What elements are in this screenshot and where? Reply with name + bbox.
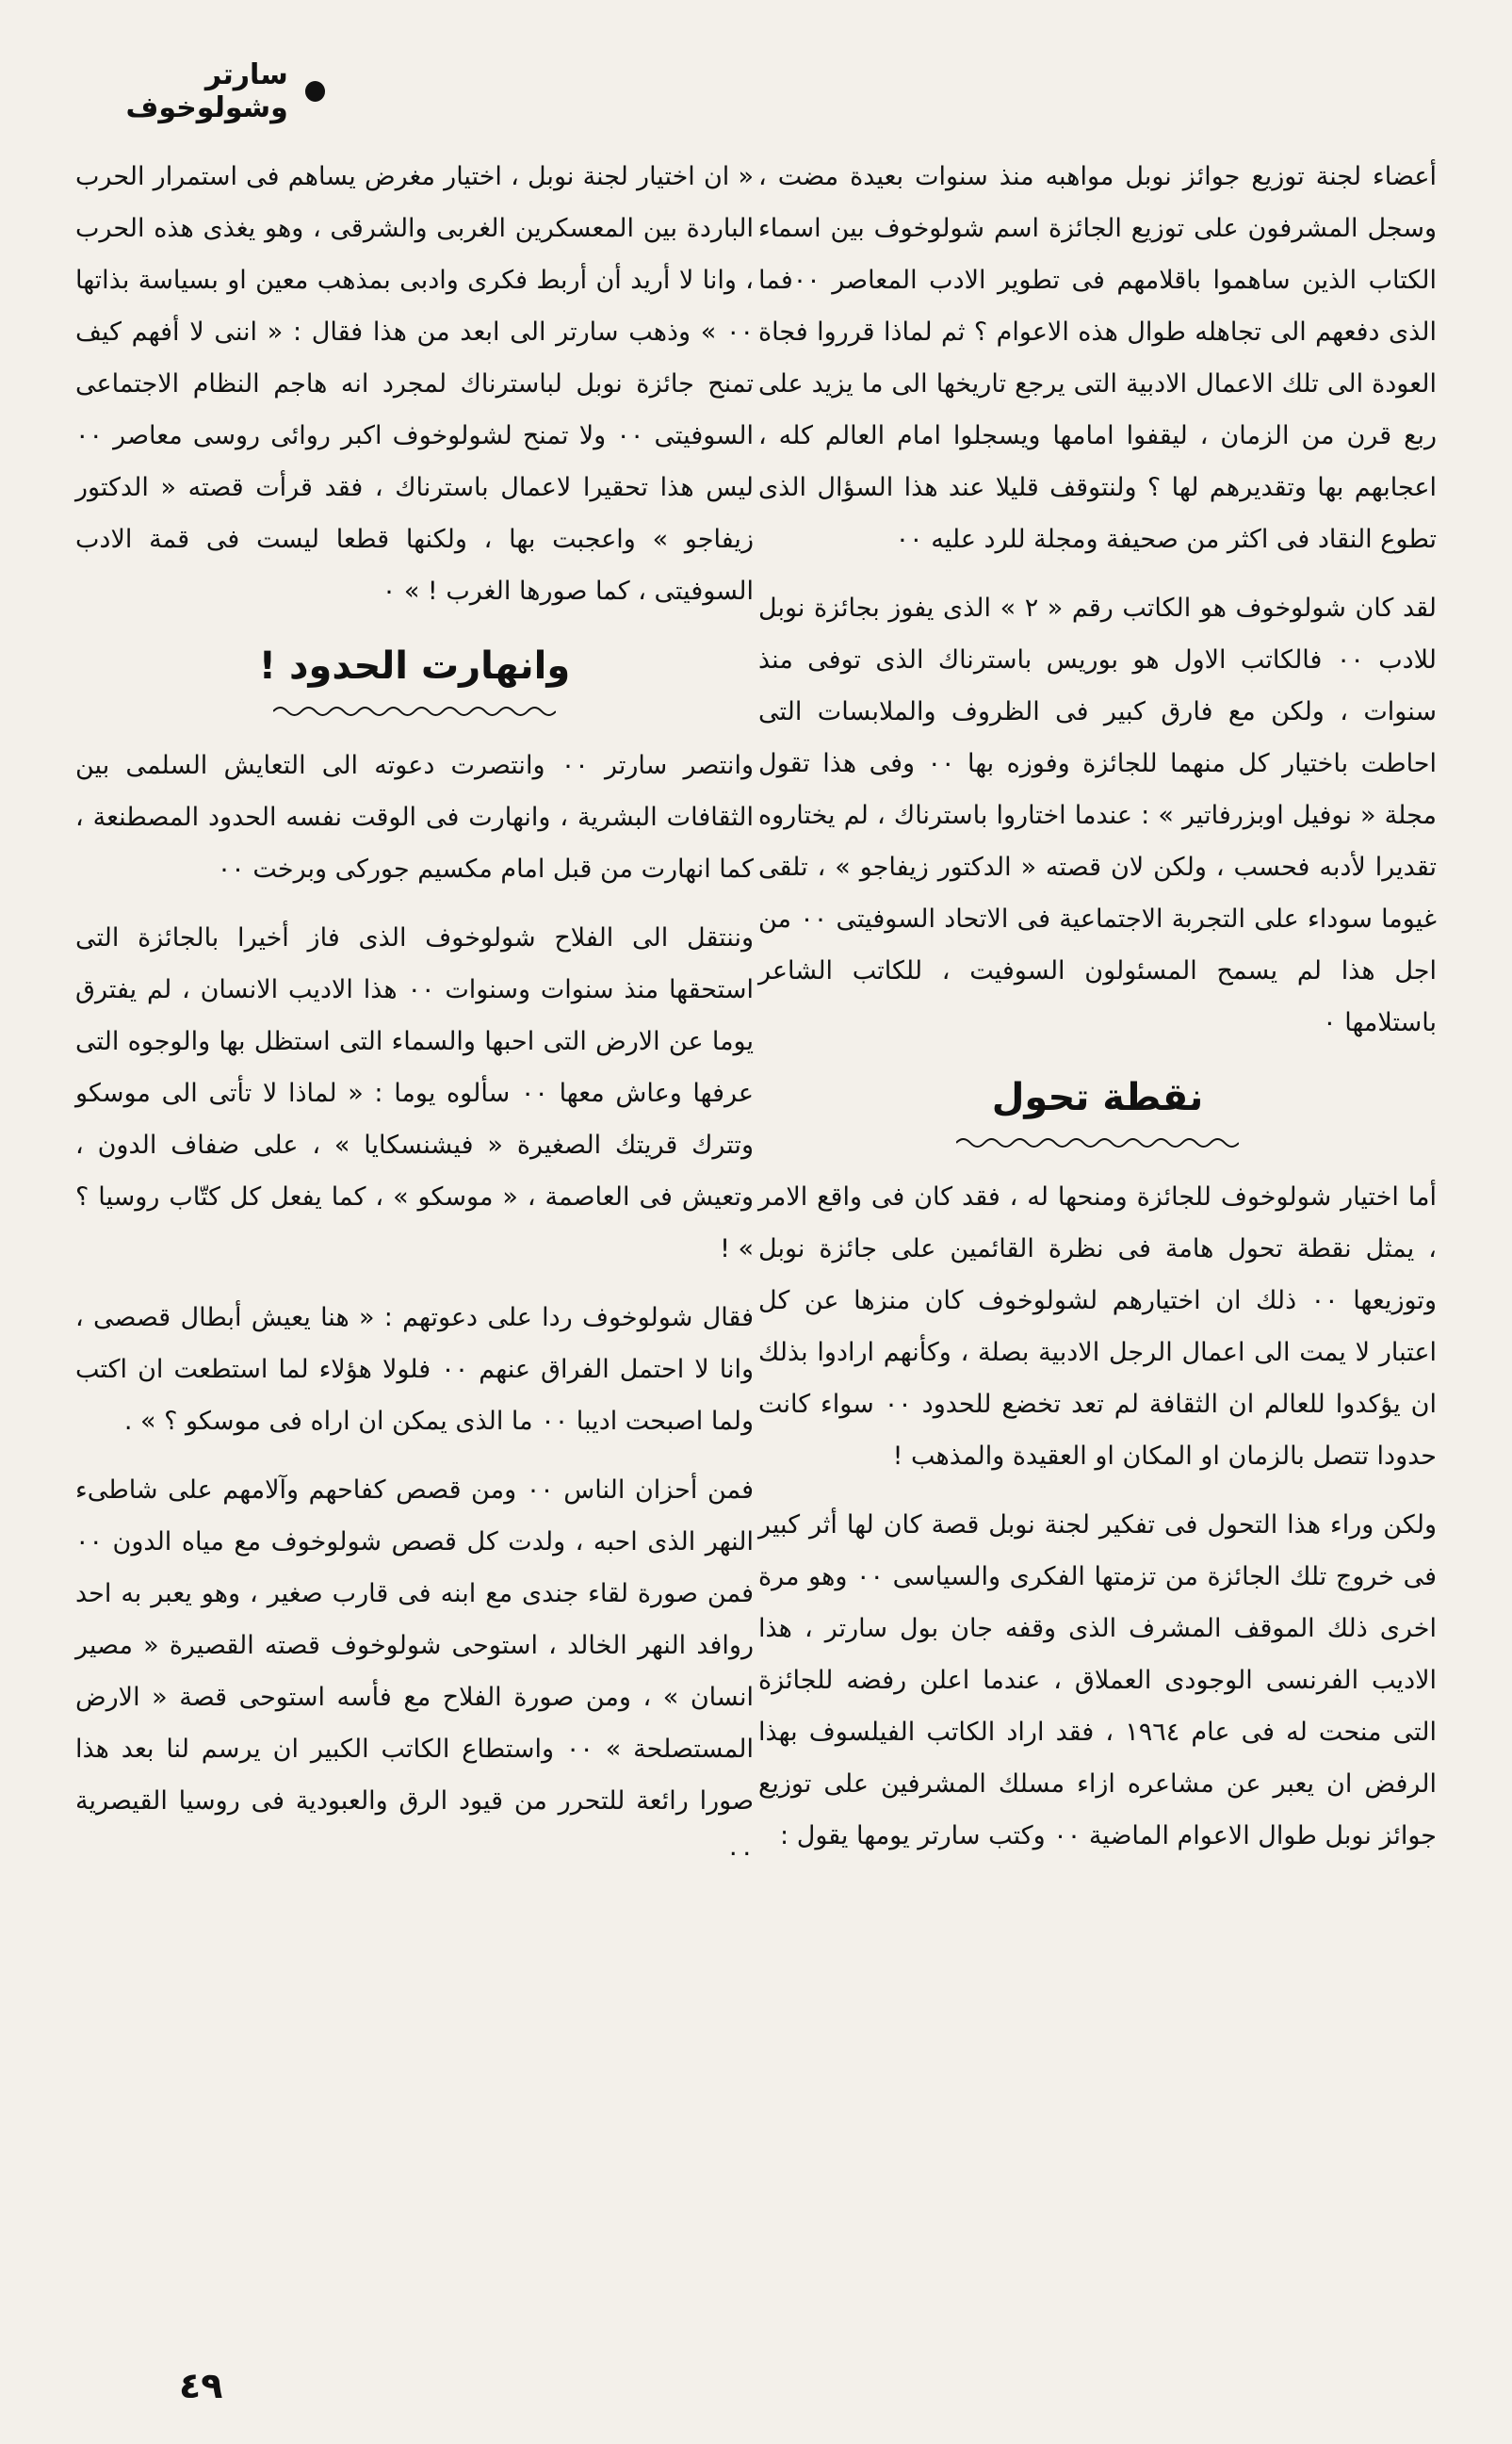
running-header <box>42 58 325 124</box>
paragraph: أما اختيار شولوخوف للجائزة ومنحها له ، فقد كان فى واقع الامر ، يمثل نقطة تحول هامة فى نظرة القائمين على جائزة نوبل وتوزيعها ٠٠ ذلك ان اختيارهم لشولوخوف كان منزها عن كل اعتبار لا يمت الى اعمال الرجل الادبية بصلة ، وكأنهم ارادوا بذلك ان يؤكدوا للعالم ان الثقافة لم تعد تخضع للحدود ٠٠ سواء كانت حدودا تتصل بالزمان او المكان او العقيدة والمذهب ! <box>758 1182 1437 1471</box>
page-number: ٤٩ <box>179 2365 223 2406</box>
subheading-turning-point: نقطة تحول <box>991 1076 1204 1119</box>
paragraph: فقال شولوخوف ردا على دعوتهم : « هنا يعيش أبطال قصصى ، وانا لا احتمل الفراق عنهم ٠٠ فلولا هؤلاء لما استطعت ان اكتب ولما اصبحت اديبا ٠٠ ما الذى يمكن ان اراه فى موسكو ؟ » . <box>75 1303 754 1436</box>
paragraph: وننتقل الى الفلاح شولوخوف الذى فاز أخيرا بالجائزة التى استحقها منذ سنوات وسنوات ٠٠ هذا الاديب الانسان ، لم يفترق يوما عن الارض التى احبها والسماء التى استظل بها والوجوه التى عرفها وعاش معها ٠٠ سألوه يوما : « لماذا لا تأتى الى موسكو وتترك قريتك الصغيرة « فيشنسكايا » ، على ضفاف الدون ، وتعيش فى العاصمة ، « موسكو » ، كما يفعل كل كتّاب روسيا ؟ » ! <box>75 923 754 1263</box>
bullet-icon <box>305 81 325 102</box>
paragraph: « ان اختيار لجنة نوبل ، اختيار مغرض يساهم فى استمرار الحرب الباردة بين المعسكرين الغربى والشرقى ، وهو يغذى هذه الحرب ، وانا لا أريد أن أربط فكرى وادبى بمذهب معين او بسياسة بذاتها ٠٠ » وذهب سارتر الى ابعد من هذا فقال : « اننى لا أفهم كيف تمنح جائزة نوبل لباسترناك لمجرد انه هاجم النظام الاجتماعى السوفيتى ٠٠ ولا تمنح لشولوخوف اكبر روائى روسى معاصر ٠٠ ليس هذا تحقيرا لاعمال باسترناك ، فقد قرأت قصته « الدكتور زيفاجو » واعجبت بها ، ولكنها قطعا ليست فى قمة الادب السوفيتى ، كما صورها الغرب ! » ٠ <box>75 162 754 606</box>
paragraph: لقد كان شولوخوف هو الكاتب رقم « ٢ » الذى يفوز بجائزة نوبل للادب ٠٠ فالكاتب الاول هو بوريس باسترناك الذى توفى منذ سنوات ، ولكن مع فارق كبير فى الظروف والملابسات التى احاطت باختيار كل منهما للجائزة وفوزه بها ٠٠ وفى هذا تقول مجلة « نوفيل اوبزرفاتير » : عندما اختاروا باسترناك ، لم يختاروه تقديرا لأدبه فحسب ، ولكن لان قصته « الدكتور زيفاجو » ، تلقى غيوما سوداء على التجربة الاجتماعية فى الاتحاد السوفيتى ٠٠ من اجل هذا لم يسمح المسئولون السوفيت ، للكاتب الشاعر باستلامها ٠ <box>758 594 1437 1037</box>
left-column <box>75 151 754 1896</box>
paragraph: فمن أحزان الناس ٠٠ ومن قصص كفاحهم وآلامهم على شاطىء النهر الذى احبه ، ولدت كل قصص شولوخوف مع مياه الدون ٠٠ فمن صورة لقاء جندى مع ابنه فى قارب صغير ، وهو يعبر به احد روافد النهر الخالد ، استوحى شولوخوف قصته القصيرة « مصير انسان » ، ومن صورة الفلاح مع فأسه استوحى قصة « الارض المستصلحة » ٠٠ واستطاع الكاتب الكبير ان يرسم لنا بعد هذا صورا رائعة للتحرر من قيود الرق والعبودية فى روسيا القيصرية ٠٠ <box>75 1475 755 1867</box>
paragraph: وانتصر سارتر ٠٠ وانتصرت دعوته الى التعايش السلمى بين الثقافات البشرية ، وانهارت فى الوقت نفسه الحدود المصطنعة ، كما انهارت من قبل امام مكسيم جوركى وبرخت ٠٠ <box>75 751 754 884</box>
right-column <box>758 151 1437 1879</box>
subheading-borders-collapsed: وانهارت الحدود ! <box>258 644 571 688</box>
paragraph: ولكن وراء هذا التحول فى تفكير لجنة نوبل قصة كان لها أثر كبير فى خروج تلك الجائزة من تزمتها الفكرى والسياسى ٠٠ وهو مرة اخرى ذلك الموقف المشرف الذى وقفه جان بول سارتر ، هذا الاديب الفرنسى الوجودى العملاق ، عندما اعلن رفضه للجائزة التى منحت له فى عام ١٩٦٤ ، فقد اراد الكاتب الفيلسوف بهذا الرفض ان يعبر عن مشاعره ازاء مسلك المشرفين على توزيع جوائز نوبل طوال الاعوام الماضية ٠٠ وكتب سارتر يومها يقول : <box>758 1510 1437 1850</box>
running-title: سارتر وشولوخوف <box>125 58 288 124</box>
paragraph: أعضاء لجنة توزيع جوائز نوبل مواهبه منذ سنوات بعيدة مضت ، وسجل المشرفون على توزيع الجائزة اسم شولوخوف بين اسماء الكتاب الذين ساهموا باقلامهم فى تطوير الادب المعاصر ٠٠فما الذى دفعهم الى تجاهله طوال هذه الاعوام ؟ ثم لماذا قرروا فجاة العودة الى تلك الاعمال الادبية التى يرجع تاريخها الى ما يزيد على ربع قرن من الزمان ، ليقفوا امامها ويسجلوا امام العالم كله ، اعجابهم بها وتقديرهم لها ؟ ولنتوقف قليلا عند هذا السؤال الذى تطوع النقاد فى اكثر من صحيفة ومجلة للرد عليه ٠٠ <box>758 162 1437 554</box>
wavy-divider <box>273 704 556 719</box>
wavy-divider <box>956 1135 1239 1150</box>
